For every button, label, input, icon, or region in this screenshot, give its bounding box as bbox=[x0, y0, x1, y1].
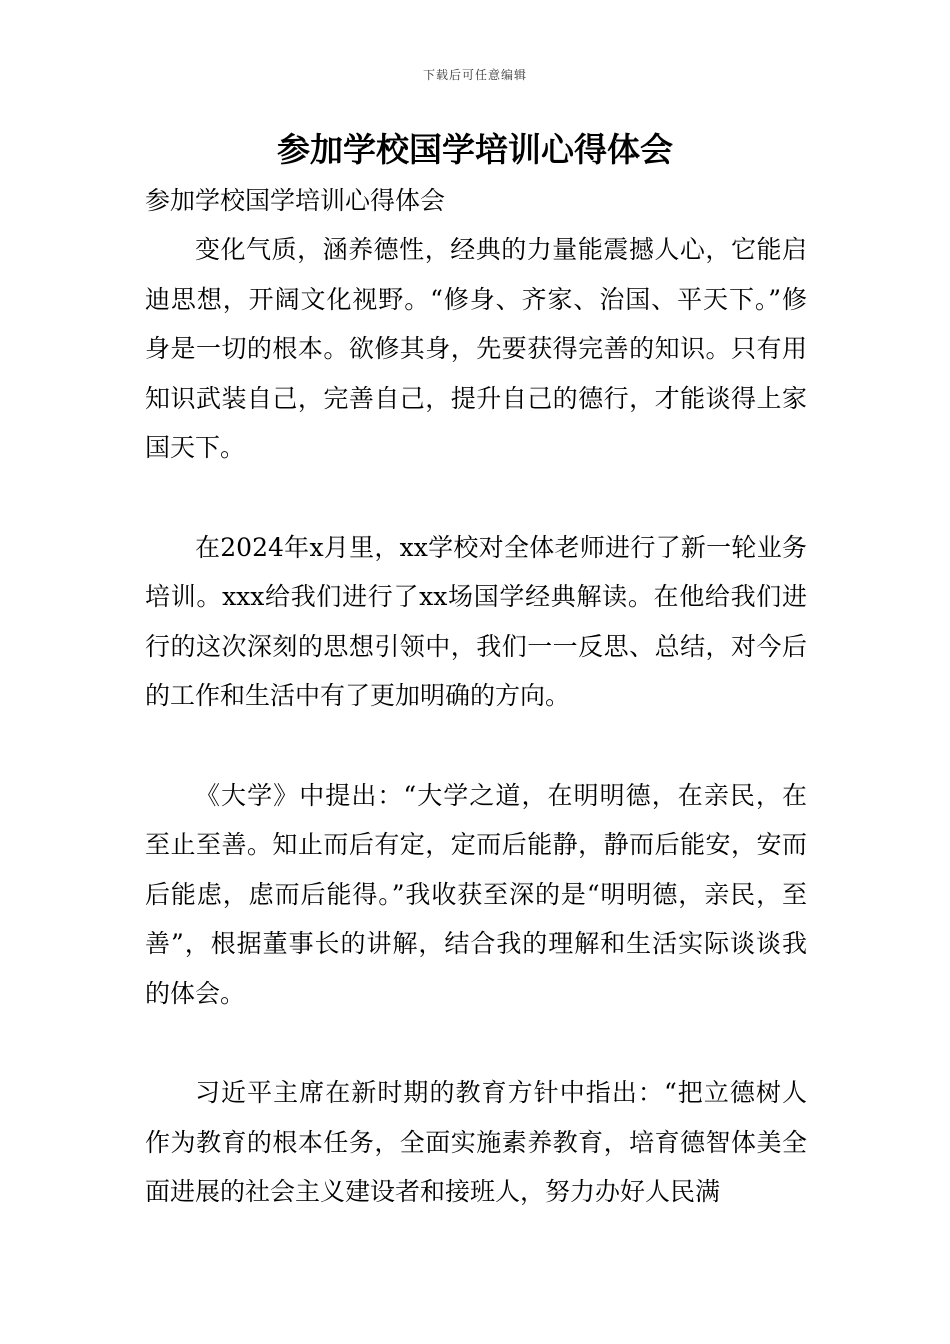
document-body bbox=[145, 176, 807, 1217]
paragraph: 在2024年x月里，xx学校对全体老师进行了新一轮业务培训。xxx给我们进行了xx场国学经典解读。在他给我们进行的这次深刻的思想引领中，我们一一反思、总结，对今后的工作和生活中有了更加明确的方向。 bbox=[145, 532, 807, 710]
paragraph: 习近平主席在新时期的教育方针中指出：“把立德树人作为教育的根本任务，全面实施素养教育，培育德智体美全面进展的社会主义建设者和接班人，努力办好人民满 bbox=[145, 1078, 807, 1206]
document-title: 参加学校国学培训心得体会 bbox=[277, 130, 673, 169]
paragraph: 变化气质，涵养德性，经典的力量能震撼人心，它能启迪思想，开阔文化视野。“修身、齐家、治国、平天下。”修身是一切的根本。欲修其身，先要获得完善的知识。只有用知识武装自己，完善自己，提升自己的德行，才能谈得上家国天下。 bbox=[145, 235, 807, 462]
paragraph: 《大学》中提出：“大学之道，在明明德，在亲民，在至止至善。知止而后有定，定而后能静，静而后能安，安而后能虑，虑而后能得。”我收获至深的是“明明德，亲民，至善”，根据董事长的讲解，结合我的理解和生活实际谈谈我的体会。 bbox=[145, 780, 807, 1008]
header-note: 下载后可任意编辑 bbox=[422, 68, 527, 82]
document-subtitle: 参加学校国学培训心得体会 bbox=[145, 186, 446, 215]
